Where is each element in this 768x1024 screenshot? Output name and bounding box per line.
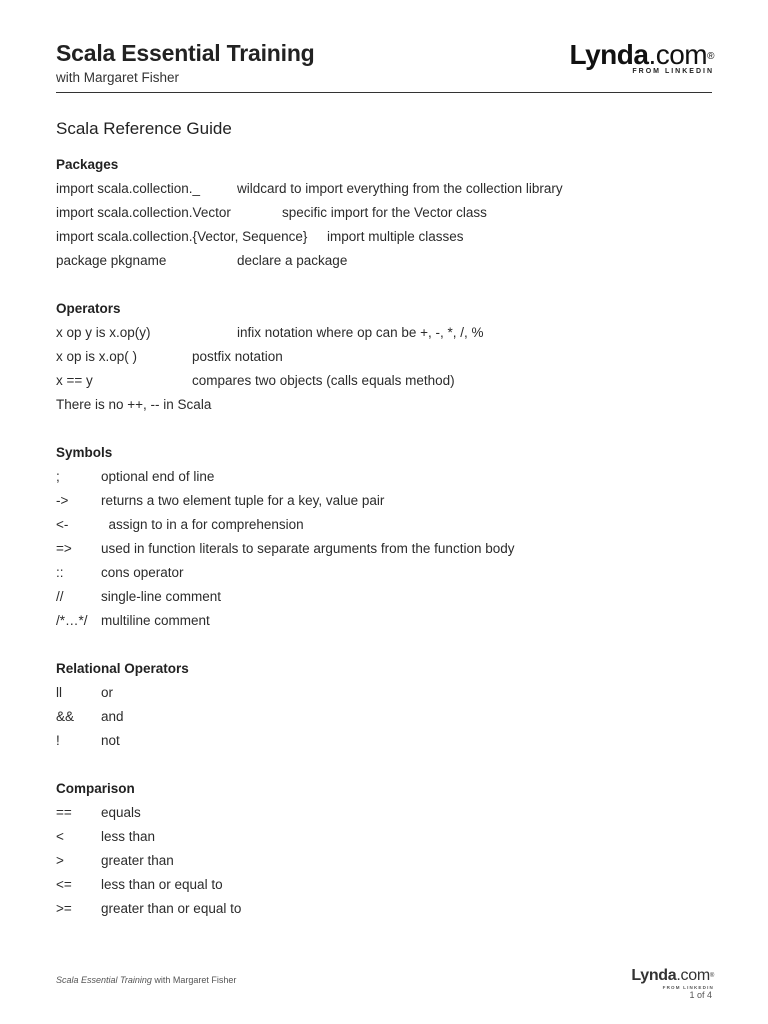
description-cell: greater than — [101, 853, 174, 868]
code-cell: -> — [56, 493, 69, 508]
section-symbols — [56, 441, 716, 633]
reference-content — [56, 118, 716, 921]
code-cell: :: — [56, 565, 64, 580]
code-cell: ! — [56, 733, 60, 748]
description-cell: declare a package — [237, 253, 348, 268]
section-title: Relational Operators — [56, 661, 189, 676]
table-row — [56, 177, 716, 201]
table-row — [56, 201, 716, 225]
table-row — [56, 537, 716, 561]
footer-logo-tagline: FROM LINKEDIN — [662, 985, 714, 990]
section-title: Operators — [56, 301, 121, 316]
code-cell: ll — [56, 685, 62, 700]
description-cell: multiline comment — [101, 613, 210, 628]
table-row — [56, 825, 716, 849]
description-cell: greater than or equal to — [101, 901, 242, 916]
section-packages — [56, 153, 716, 273]
table-row — [56, 513, 716, 537]
code-cell: <- — [56, 517, 69, 532]
section-operators — [56, 297, 716, 417]
code-cell: // — [56, 589, 64, 604]
table-row — [56, 369, 716, 393]
section-title: Symbols — [56, 445, 113, 460]
code-cell: /*…*/ — [56, 613, 88, 628]
table-row — [56, 897, 716, 921]
table-row — [56, 321, 716, 345]
footer-logo-registered: ® — [709, 973, 714, 979]
section-title: Comparison — [56, 781, 135, 796]
header-divider — [56, 92, 712, 93]
table-row — [56, 345, 716, 369]
code-cell: >= — [56, 901, 72, 916]
table-row — [56, 705, 716, 729]
code-cell: > — [56, 853, 64, 868]
description-cell: not — [101, 733, 120, 748]
table-row — [56, 489, 716, 513]
table-row — [56, 609, 716, 633]
description-cell: postfix notation — [192, 349, 283, 364]
code-cell: import scala.collection.Vector — [56, 205, 231, 220]
section-comparison — [56, 777, 716, 921]
course-author: with Margaret Fisher — [56, 70, 180, 85]
logo-brand-bold: Lynda — [569, 39, 649, 70]
table-row — [56, 801, 716, 825]
description-cell: used in function literals to separate arguments from the function body — [101, 541, 515, 556]
table-row — [56, 465, 716, 489]
table-row — [56, 249, 716, 273]
table-row — [56, 873, 716, 897]
code-cell: < — [56, 829, 64, 844]
description-cell: infix notation where op can be +, -, *, /, % — [237, 325, 484, 340]
footer-logo-bold: Lynda — [631, 967, 677, 984]
table-row — [56, 225, 716, 249]
description-cell: or — [101, 685, 114, 700]
page-number: 1 of 4 — [689, 990, 712, 1000]
code-cell: package pkgname — [56, 253, 167, 268]
code-cell: && — [56, 709, 75, 724]
table-row — [56, 849, 716, 873]
footer-course-title: Scala Essential Training — [56, 975, 152, 985]
logo-tagline: FROM LINKEDIN — [632, 68, 714, 75]
description-cell: import multiple classes — [327, 229, 464, 244]
description-cell: less than or equal to — [101, 877, 223, 892]
description-cell: optional end of line — [101, 469, 215, 484]
footer-logo-rest: .com — [676, 967, 710, 984]
code-cell: => — [56, 541, 72, 556]
description-cell: and — [101, 709, 124, 724]
lynda-logo — [570, 40, 714, 75]
description-cell: cons operator — [101, 565, 184, 580]
description-cell: compares two objects (calls equals method) — [192, 373, 455, 388]
note-text: There is no ++, -- in Scala — [56, 397, 212, 412]
code-cell: import scala.collection._ — [56, 181, 201, 196]
table-row — [56, 585, 716, 609]
code-cell: x op is x.op( ) — [56, 349, 138, 364]
description-cell: specific import for the Vector class — [282, 205, 487, 220]
description-cell: less than — [101, 829, 156, 844]
footer-lynda-logo — [631, 967, 714, 990]
operators-note — [56, 393, 716, 417]
section-relational-operators — [56, 657, 716, 753]
table-row — [56, 729, 716, 753]
table-row — [56, 681, 716, 705]
code-cell: import scala.collection.{Vector, Sequence} — [56, 229, 308, 244]
code-cell: x op y is x.op(y) — [56, 325, 151, 340]
description-cell: equals — [101, 805, 141, 820]
logo-brand-rest: .com — [648, 39, 708, 70]
footer-credit — [56, 975, 236, 985]
description-cell: returns a two element tuple for a key, value pair — [101, 493, 385, 508]
description-cell: single-line comment — [101, 589, 222, 604]
table-row — [56, 561, 716, 585]
section-title: Packages — [56, 157, 119, 172]
description-cell: wildcard to import everything from the collection library — [237, 181, 563, 196]
logo-registered: ® — [707, 51, 714, 62]
code-cell: == — [56, 805, 72, 820]
footer-author: with Margaret Fisher — [151, 975, 237, 985]
code-cell: <= — [56, 877, 72, 892]
code-cell: ; — [56, 469, 60, 484]
doc-title: Scala Reference Guide — [56, 119, 232, 138]
description-cell: assign to in a for comprehension — [101, 517, 304, 532]
code-cell: x == y — [56, 373, 93, 388]
course-title: Scala Essential Training — [56, 40, 315, 66]
